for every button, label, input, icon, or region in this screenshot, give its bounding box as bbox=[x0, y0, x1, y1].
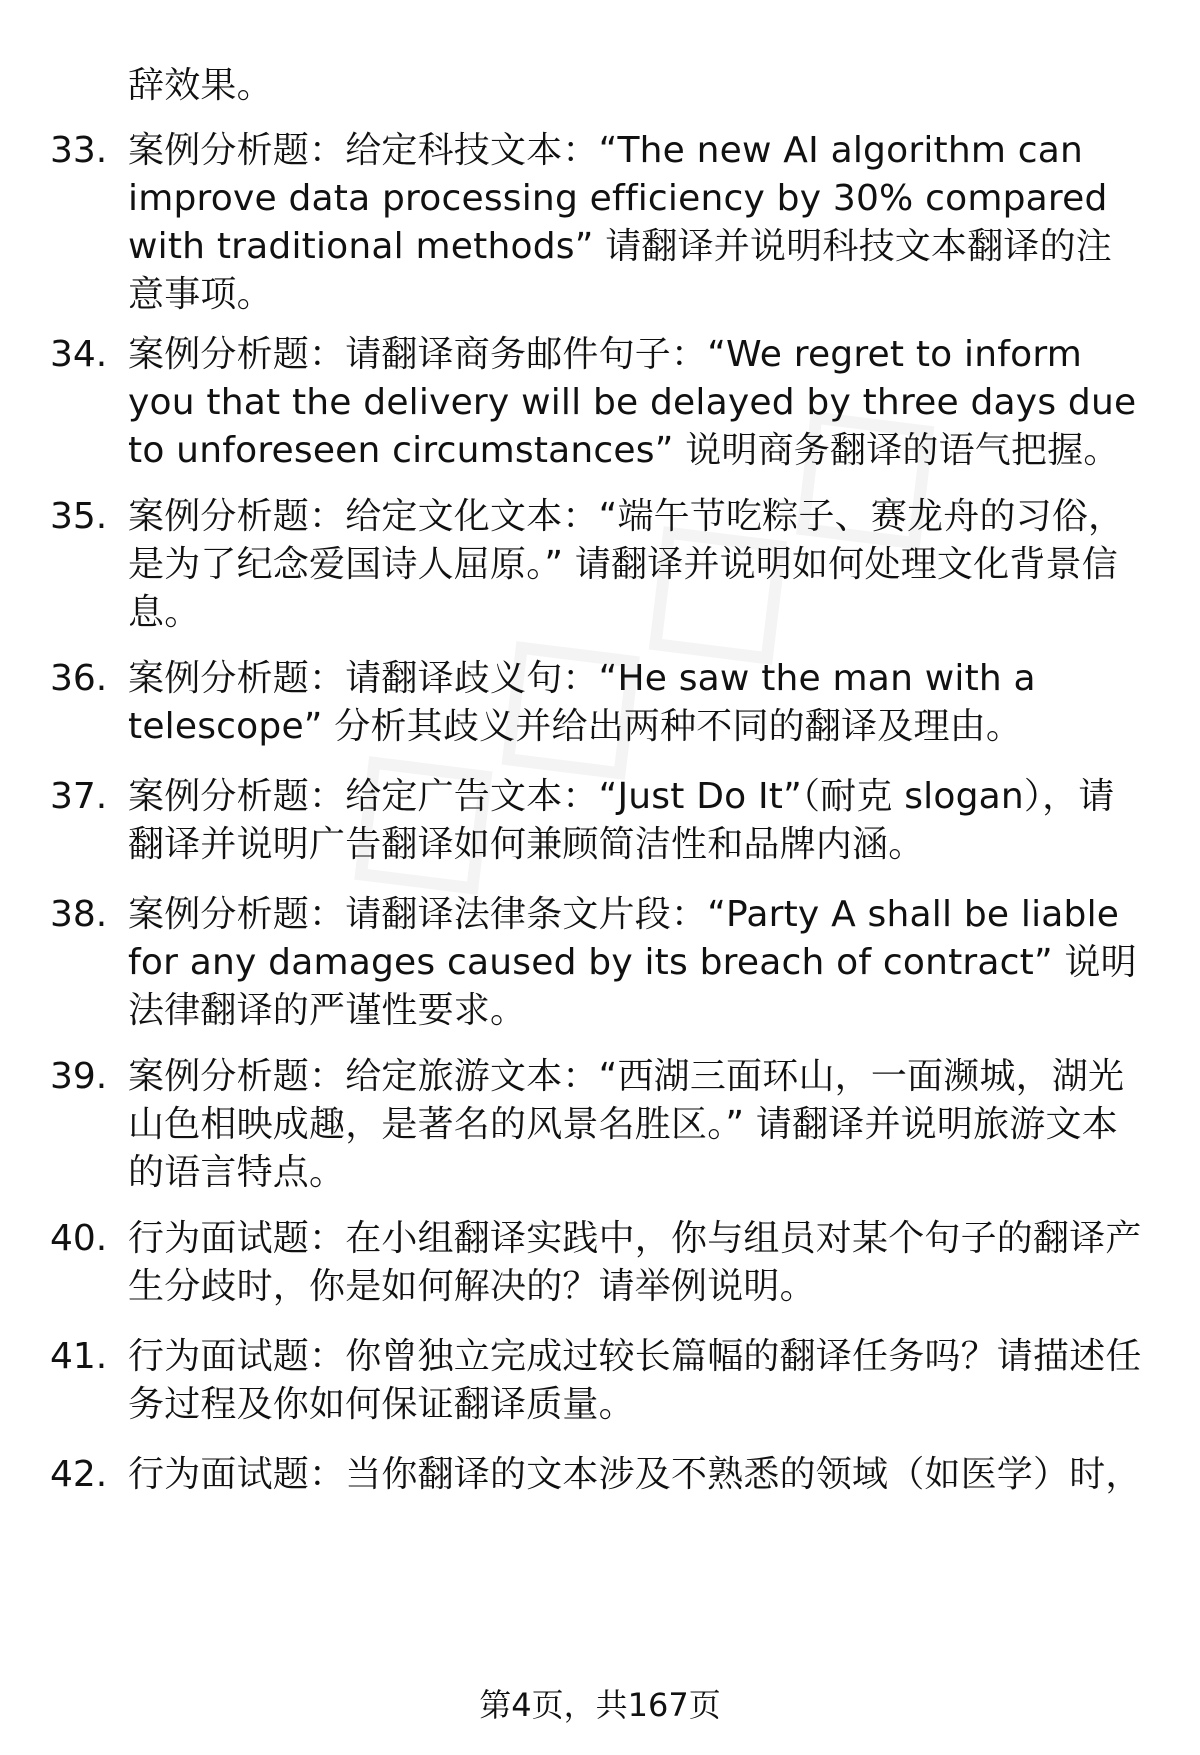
question-text: 案例分析题：给定文化文本：“端午节吃粽子、赛龙舟的习俗，是为了纪念爱国诗人屈原。” 请翻译并说明如何处理文化背景信息。 bbox=[128, 496, 1125, 633]
question-number: 39. bbox=[50, 1056, 108, 1097]
question-text: 案例分析题：请翻译法律条文片段：“Party A shall be liable for any damages caused by its breach of contract” 说明法律翻译的严谨性要求。 bbox=[128, 894, 1137, 1031]
question-number: 35. bbox=[50, 496, 108, 537]
question-number: 42. bbox=[50, 1454, 108, 1495]
question-number: 36. bbox=[50, 658, 108, 699]
question-text: 案例分析题：给定广告文本：“Just Do It”（耐克 slogan），请翻译并说明广告翻译如何兼顾简洁性和品牌内涵。 bbox=[128, 776, 1115, 865]
question-number: 34. bbox=[50, 334, 108, 375]
question-text: 行为面试题：当你翻译的文本涉及不熟悉的领域（如医学）时， bbox=[128, 1454, 1142, 1495]
question-number: 41. bbox=[50, 1336, 108, 1377]
question-text: 案例分析题：请翻译歧义句：“He saw the man with a telescope” 分析其歧义并给出两种不同的翻译及理由。 bbox=[128, 658, 1036, 747]
page-footer: 第4页，共167页 bbox=[479, 1686, 721, 1724]
question-number: 38. bbox=[50, 894, 108, 935]
question-text: 案例分析题：给定科技文本：“The new AI algorithm can improve data processing efficiency by 30% compared with traditional methods” 请翻译并说明科技文本翻译的注意事项。 bbox=[128, 130, 1112, 315]
question-number: 33. bbox=[50, 130, 108, 171]
question-number: 37. bbox=[50, 776, 108, 817]
question-text: 行为面试题：在小组翻译实践中，你与组员对某个句子的翻译产生分歧时，你是如何解决的？请举例说明。 bbox=[128, 1218, 1142, 1307]
question-number: 40. bbox=[50, 1218, 108, 1259]
continuation-text: 辞效果。 bbox=[128, 65, 273, 106]
question-text: 行为面试题：你曾独立完成过较长篇幅的翻译任务吗？请描述任务过程及你如何保证翻译质量。 bbox=[128, 1336, 1142, 1425]
question-text: 案例分析题：请翻译商务邮件句子：“We regret to inform you that the delivery will be delayed by three days due to unforeseen circumstances” 说明商务翻译的语气把握。 bbox=[128, 334, 1137, 471]
question-text: 案例分析题：给定旅游文本：“西湖三面环山，一面濒城，湖光山色相映成趣，是著名的风景名胜区。” 请翻译并说明旅游文本的语言特点。 bbox=[128, 1056, 1125, 1193]
